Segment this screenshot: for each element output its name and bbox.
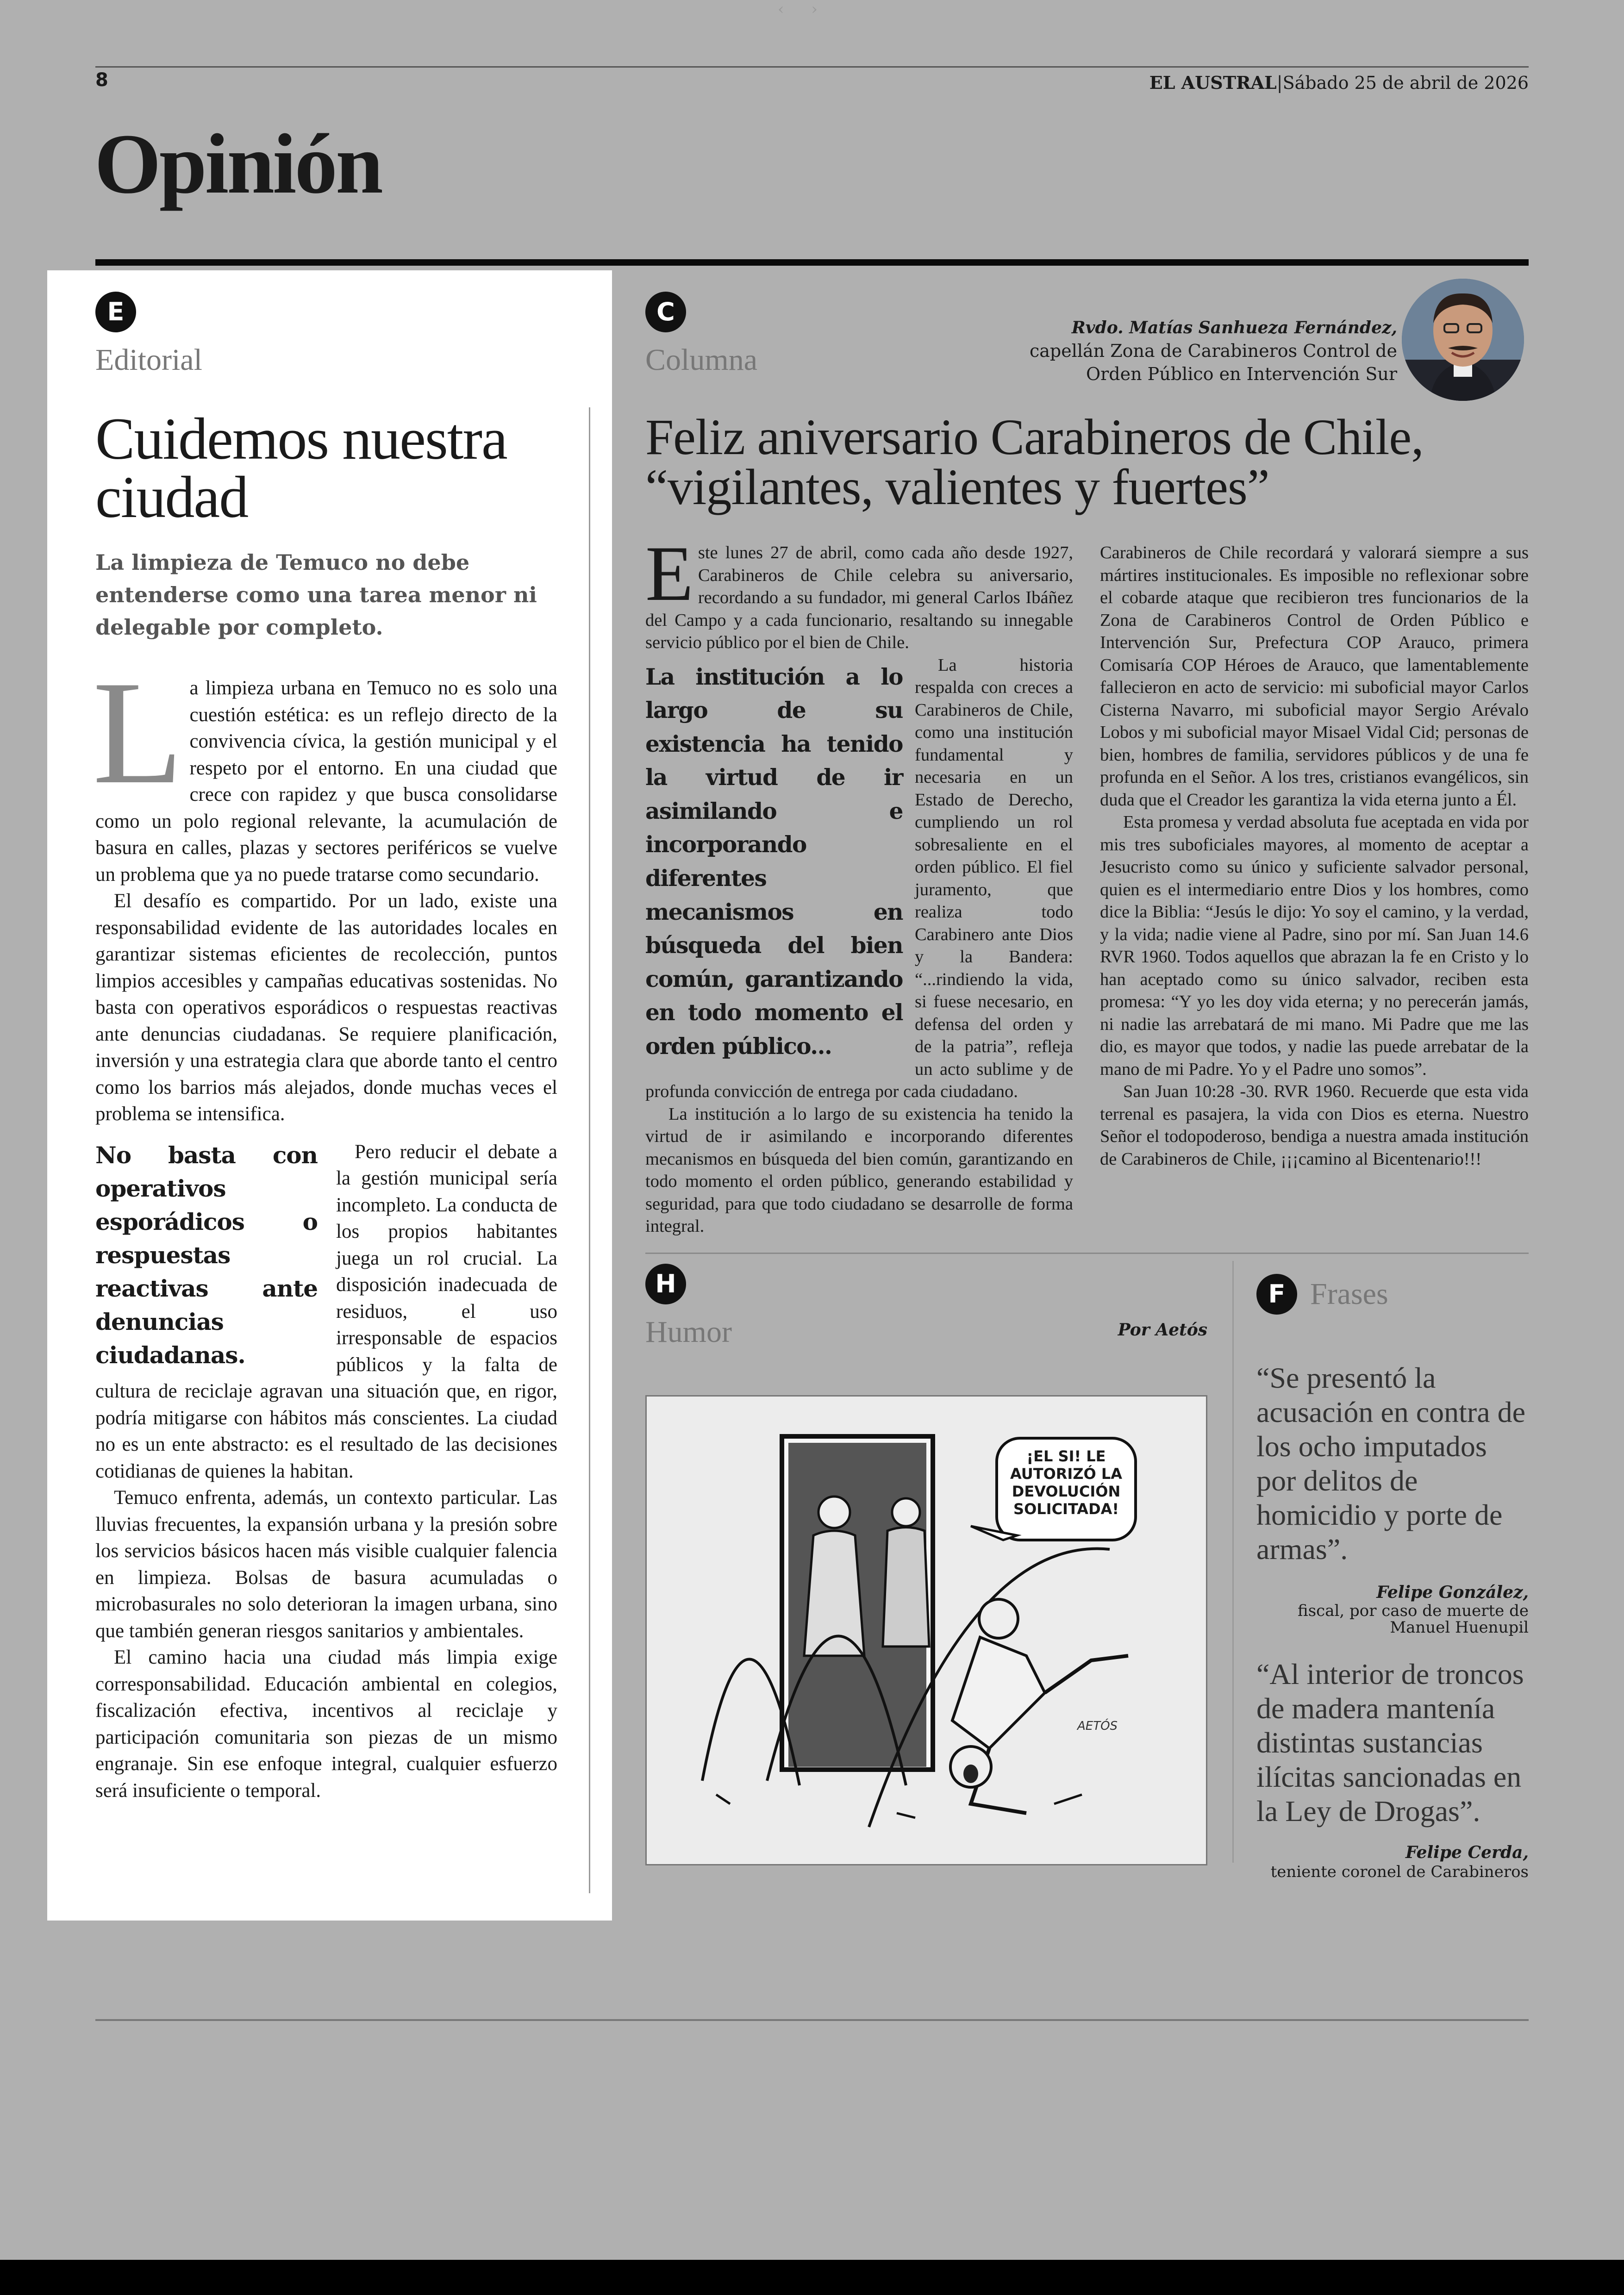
column-paragraph: Esta promesa y verdad absoluta fue aceptada en vida por mis tres suboficiales mayores, al momento de aceptar a Jesucristo como su único y suficiente salvador personal, quien es el intermediario entre Dios y los hombres, como dice la Biblia: “Jesús le dijo: Yo soy el camino, y la verdad, y la vida; nadie viene al Padre, sino por mí. San Juan 14.6 RVR 1960. Todos aquellos que abrazan la fe en Cristo y lo han aceptado como su único salvador, reciben esta promesa: “Y yo les doy vida eterna; y no perecerán jamás, ni nadie las arrebatará de mi mano. Mi Padre que me las dio, es mayor que todos, y nadie las puede arrebatar de la mano de mi Padre. Yo y el Padre uno somos”. — [1100, 812, 1529, 1079]
humor-byline: Por Aetós — [1118, 1320, 1207, 1340]
editorial-body — [93, 651, 557, 1804]
page-bottom-rule — [95, 2019, 1529, 2021]
section-rule — [95, 259, 1529, 266]
column-body-left — [645, 530, 1073, 1238]
column-paragraph: ste lunes 27 de abril, como cada año desde 1927, Carabineros de Chile celebra su aniversario, recordando a su fundador, mi general Carlos Ibáñez del Campo y a cada funcionario, resaltando su innegable servicio público por el bien de Chile. — [645, 543, 1073, 652]
editorial-pullquote: No basta con operativos esporádicos o respuestas reactivas ante denuncias ciudadanas. — [95, 1141, 318, 1369]
frases-badge: F — [1256, 1274, 1297, 1315]
viewer-bottom-bar — [0, 2260, 1624, 2295]
column-paragraph: Carabineros de Chile recordará y valorará siempre a sus mártires institucionales. Es imposible no reflexionar sobre el cobarde ataque que recibieron tres funcionarios de la Zona de Carabineros Control de Orden Público e Intervención Sur, Prefectura COP Arauco, primera Comisaría COP Héroes de Arauco, que lamentablemente fallecieron en acto de servicio: mi suboficial mayor Carlos Cisterna Navarro, mi suboficial mayor Sergio Arévalo Lobos y mi suboficial mayor Misael Vidal Cid; personas de bien, hombres de familia, servidores públicos y de una fe profunda en el Señor. A los tres, cristianos evangélicos, sin duda que el Creador les garantiza la vida eterna junto a Él. — [1100, 543, 1529, 810]
header-rule — [95, 66, 1529, 68]
editorial-paragraph: Pero reducir el debate a la gestión municipal sería incompleto. La conducta de los propios habitantes juega un rol crucial. La disposición inadecuada de residuos, el uso irresponsable de espacios públicos y la falta de cultura de reciclaje agravan una situación que, en rigor, podría mitigarse con hábitos más conscientes. La ciudad no es un ente abstracto: es el resultado de las decisiones cotidianas de quienes la habitan. — [95, 1141, 557, 1482]
column-badge: C — [645, 292, 686, 332]
svg-text:AETÓS: AETÓS — [1077, 1719, 1118, 1733]
speech-bubble-text: ¡EL SI! LE AUTORIZÓ LA DEVOLUCIÓN SOLICITADA! — [1010, 1447, 1123, 1518]
column-pullquote: La institución a lo largo de su existencia ha tenido la virtud de ir asimilando e incorporando diferentes mecanismos en búsqueda del bien común, garantizando en todo momento el orden público... — [645, 663, 903, 1060]
editorial-paragraph: a limpieza urbana en Temuco no es solo una cuestión estética: es un reflejo directo de la convivencia cívica, la gestión municipal y el respeto por el entorno. En una ciudad que crece con rapidez y que busca consolidarse como un polo regional relevante, la acumulación de basura en calles, plazas y sectores periféricos se vuelve un problema que ya no puede tratarse como secundario. — [95, 677, 557, 886]
editorial-column-rule — [589, 407, 590, 1893]
frase-attribution — [1256, 1842, 1529, 1881]
column-paragraph: La institución a lo largo de su existencia ha tenido la virtud de ir asimilando e incorporando diferentes mecanismos en búsqueda del bien común, garantizando en todo momento el orden público, generando estabilidad y seguridad, para que todo ciudadano se desarrolle de forma integral. — [645, 1104, 1073, 1236]
issue-date: Sábado 25 de abril de 2026 — [1282, 73, 1529, 93]
frase-quote: “Al interior de troncos de madera mantenía distintas sustancias ilícitas sancionadas en la Ley de Drogas”. — [1256, 1658, 1524, 1827]
column-paragraph: La historia respalda con creces a Carabineros de Chile, como una institución fundamental y necesaria en un Estado de Derecho, cumpliendo un rol sobresaliente en el orden público. El fiel juramento, que realiza todo Carabinero ante Dios y la Bandera: “...rindiendo la vida, si fuese necesario, en defensa del orden y de la patria”, refleja un acto sublime y de profunda convicción de entrega por cada ciudadano. — [645, 655, 1073, 1101]
humor-cartoon — [645, 1395, 1207, 1865]
column-body-right — [1100, 542, 1529, 1170]
editorial-paragraph: El desafío es compartido. Por un lado, existe una responsabilidad evidente de las autoridades locales en garantizar sistemas eficientes de recolección, puntos limpios accesibles y campañas educativas sostenidas. No basta con operativos esporádicos o respuestas reactivas ante denuncias ciudadanas. Se requiere planificación, inversión y una estrategia clara que aborde tanto el centro como los barrios más alejados, donde muchas veces el problema se intensifica. — [95, 890, 557, 1125]
author-avatar — [1402, 279, 1524, 401]
column-dropcap: E — [645, 530, 693, 617]
column-kicker: Columna — [645, 343, 757, 377]
editorial-kicker: Editorial — [95, 343, 202, 377]
editorial-paragraph: El camino hacia una ciudad más limpia exige corresponsabilidad. Educación ambiental en colegios, fiscalización efectiva, incentivos al reciclaje y participación comunitaria son piezas de un mismo engranaje. Sin ese enfoque integral, cualquier esfuerzo será insuficiente o temporal. — [95, 1646, 557, 1802]
column-paragraph: San Juan 10:28 -30. RVR 1960. Recuerde que esta vida terrenal es pasajera, la vida con Dios es eterna. Nuestro Señor el todopoderoso, bendiga a nuestra amada institución de Carabineros de Chile, ¡¡¡camino al Bicentenario!!! — [1100, 1082, 1529, 1169]
page-number: 8 — [95, 69, 108, 91]
paper-name: EL AUSTRAL — [1149, 72, 1277, 93]
humor-kicker: Humor — [645, 1315, 732, 1349]
frase-attribution — [1256, 1582, 1529, 1636]
page-nav-controls[interactable]: ‹ › — [778, 0, 829, 19]
frases-kicker: Frases — [1310, 1277, 1388, 1311]
editorial-title: Cuidemos nuestra ciudad — [95, 406, 507, 530]
column-author — [981, 316, 1397, 386]
editorial-paragraph: Temuco enfrenta, además, un contexto particular. Las lluvias frecuentes, la expansión urbana y la presión sobre los servicios básicos hacen más visible cualquier falencia en limpieza. Bolsas de basura acumuladas o microbasurales no solo deterioran la imagen urbana, sino que también generan riesgos sanitarios y ambientales. — [95, 1487, 557, 1642]
editorial-badge: E — [95, 292, 136, 332]
column-bottom-rule — [645, 1253, 1529, 1254]
frase-author-name: Felipe González, — [1376, 1583, 1529, 1602]
editorial-dropcap: L — [93, 651, 183, 815]
frase-author-name: Felipe Cerda, — [1405, 1843, 1529, 1862]
editorial-deck: La limpieza de Temuco no debe entenderse como una tarea menor ni delegable por completo. — [95, 550, 537, 640]
frase-author-role: fiscal, por caso de muerte de Manuel Huenupil — [1298, 1602, 1529, 1637]
column-title: Feliz aniversario Carabineros de Chile, “vigilantes, valientes y fuertes” — [645, 409, 1424, 515]
frase-author-role: teniente coronel de Carabineros — [1270, 1863, 1529, 1881]
author-name: Rvdo. Matías Sanhueza Fernández, — [1071, 318, 1397, 337]
frase-quote: “Se presentó la acusación en contra de los ocho imputados por delitos de homicidio y porte de armas”. — [1256, 1361, 1526, 1565]
humor-badge: H — [645, 1264, 686, 1304]
dateline: EL AUSTRAL|Sábado 25 de abril de 2026 — [1149, 72, 1529, 93]
author-role: capellán Zona de Carabineros Control de Orden Público en Intervención Sur — [1029, 341, 1397, 384]
frases-list — [1256, 1361, 1529, 1881]
frases-column-rule — [1232, 1261, 1234, 1863]
section-title: Opinión — [94, 117, 381, 212]
